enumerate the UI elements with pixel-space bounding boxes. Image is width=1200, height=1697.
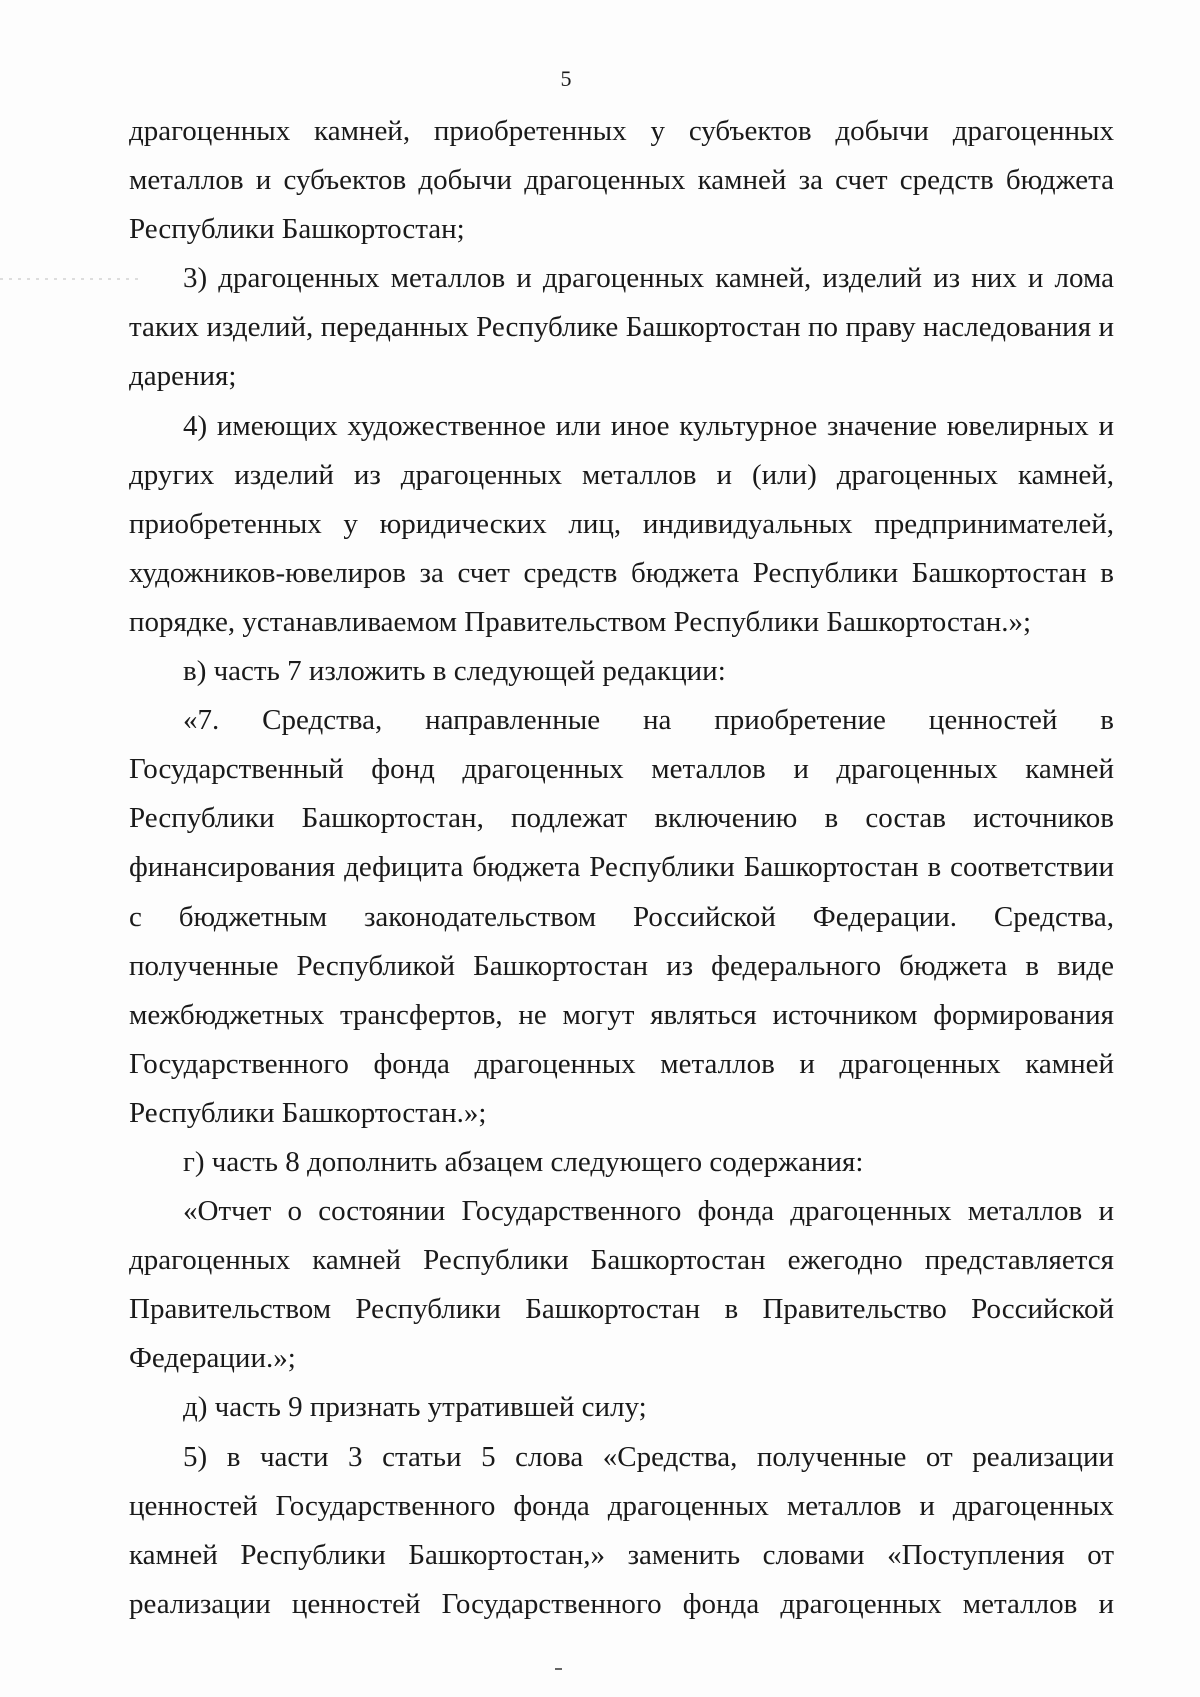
scan-artifact-bottom bbox=[555, 1668, 562, 1670]
paragraph-part-7: «7. Средства, направленные на приобретение ценностей в Государственный фонд драгоценных металлов и драгоценных камней Республики Башкортостан, подлежат включению в состав источников финансирования дефицита бюджета Республики Башкортостан в соответствии с бюджетным законодательством Российской Федерации. Средства, полученные Республикой Башкортостан из федерального бюджета в виде межбюджетных трансфертов, не могут являться источником формирования Государственного фонда драгоценных металлов и драгоценных камней Республики Башкортостан.»; bbox=[129, 704, 1114, 1129]
paragraph-item-g: г) часть 8 дополнить абзацем следующего содержания: bbox=[183, 1145, 864, 1178]
paragraph-item-d: д) часть 9 признать утратившей силу; bbox=[183, 1391, 647, 1424]
page-number: 5 bbox=[560, 66, 572, 91]
paragraph-item-v: в) часть 7 изложить в следующей редакции: bbox=[183, 655, 726, 688]
paragraph-report: «Отчет о состоянии Государственного фонда драгоценных металлов и драгоценных камней Республики Башкортостан ежегодно представляется Правительством Республики Башкортостан в Правительство Российской Федерации.»; bbox=[129, 1195, 1114, 1375]
scan-artifact bbox=[0, 278, 140, 280]
paragraph-item-4: 4) имеющих художественное или иное культурное значение ювелирных и других изделий из драгоценных металлов и (или) драгоценных камней, приобретенных у юридических лиц, индивидуальных предпринимателей, художников-ювелиров за счет средств бюджета Республики Башкортостан в порядке, устанавливаемом Правительством Республики Башкортостан.»; bbox=[129, 409, 1114, 638]
paragraph-continuation: драгоценных камней, приобретенных у субъектов добычи драгоценных металлов и субъектов добычи драгоценных камней за счет средств бюджета Республики Башкортостан; bbox=[129, 115, 1114, 246]
paragraph-item-3: 3) драгоценных металлов и драгоценных камней, изделий из них и лома таких изделий, переданных Республике Башкортостан по праву наследования и дарения; bbox=[129, 262, 1114, 393]
paragraph-item-5: 5) в части 3 статьи 5 слова «Средства, полученные от реализации ценностей Государственного фонда драгоценных металлов и драгоценных камней Республики Башкортостан,» заменить словами «Поступления от реализации ценностей Государственного фонда драгоценных металлов и bbox=[129, 1440, 1114, 1620]
document-body bbox=[129, 107, 1114, 1629]
